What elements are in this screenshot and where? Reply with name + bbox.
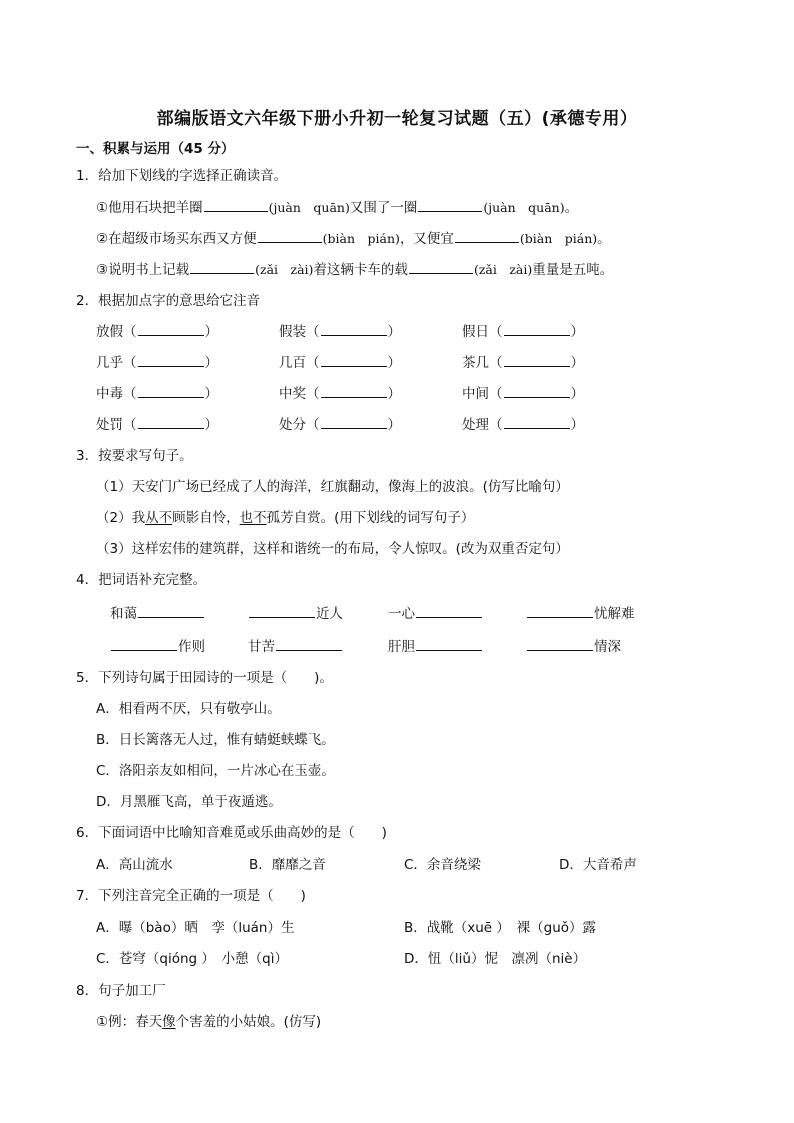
question-1-item: ①他用石块把羊圈 (juàn quān)又围了一圈 (juàn quān)。	[96, 197, 578, 218]
question-4-prompt: 4．把词语补充完整。	[76, 572, 207, 588]
answer-blank[interactable]	[138, 603, 204, 618]
idiom-cell: 和蔼	[110, 603, 205, 624]
option-c[interactable]: C．苍穹（qióng ） 小憩（qì）	[96, 951, 288, 967]
question-1-item: ③说明书上记载 (zǎi zài)着这辆卡车的载 (zǎi zài)重量是五吨。	[96, 259, 613, 280]
answer-blank[interactable]	[321, 321, 387, 336]
answer-blank[interactable]	[249, 603, 315, 618]
answer-blank[interactable]	[416, 603, 482, 618]
pinyin-cell: 中奖（ ）	[279, 383, 401, 404]
answer-blank[interactable]	[527, 636, 593, 651]
idiom-cell: 一心	[388, 603, 483, 624]
answer-blank[interactable]	[321, 414, 387, 429]
question-1-prompt: 1．给加下划线的字选择正确读音。	[76, 168, 288, 184]
pinyin-cell: 处理（ ）	[462, 414, 584, 435]
pinyin-cell: 假日（ ）	[462, 321, 584, 342]
answer-blank[interactable]	[504, 414, 570, 429]
question-8-prompt: 8．句子加工厂	[76, 983, 166, 999]
answer-blank[interactable]	[190, 259, 254, 274]
option-b[interactable]: B．日长篱落无人过，惟有蜻蜓蛱蝶飞。	[96, 732, 335, 748]
answer-blank[interactable]	[455, 228, 519, 243]
option-a[interactable]: A．相看两不厌，只有敬亭山。	[96, 701, 281, 717]
option-d[interactable]: D．忸（liǔ）怩 凛冽（niè）	[404, 951, 587, 967]
question-3-item: （2）我从不顾影自怜，也不孤芳自赏。(用下划线的词写句子）	[96, 510, 475, 526]
page-title: 部编版语文六年级下册小升初一轮复习试题（五）(承德专用）	[156, 109, 638, 129]
section-heading: 一、积累与运用（45 分）	[76, 141, 235, 157]
idiom-cell: 忧解难	[526, 603, 635, 624]
option-b[interactable]: B．战靴（xuē ） 裸（guǒ）露	[404, 920, 597, 936]
option-c[interactable]: C．余音绕梁	[404, 857, 481, 873]
option-a[interactable]: A．高山流水	[96, 857, 173, 873]
question-8-example: ①例：春天像个害羞的小姑娘。(仿写)	[96, 1014, 322, 1030]
question-6-prompt: 6．下面词语中比喻知音难觅或乐曲高妙的是（ )	[76, 825, 387, 841]
answer-blank[interactable]	[138, 414, 204, 429]
question-3-item: （1）天安门广场已经成了人的海洋，红旗翻动，像海上的波浪。(仿写比喻句）	[96, 479, 569, 495]
question-7-prompt: 7．下列注音完全正确的一项是（ )	[76, 888, 306, 904]
answer-blank[interactable]	[504, 321, 570, 336]
answer-blank[interactable]	[258, 228, 322, 243]
answer-blank[interactable]	[418, 197, 482, 212]
idiom-cell: 肝胆	[388, 636, 483, 657]
answer-blank[interactable]	[111, 636, 177, 651]
option-d[interactable]: D．月黑雁飞高，单于夜遁逃。	[96, 794, 282, 810]
answer-blank[interactable]	[138, 321, 204, 336]
question-2-prompt: 2．根据加点字的意思给它注音	[76, 293, 261, 309]
option-d[interactable]: D．大音希声	[559, 857, 637, 873]
pinyin-cell: 几乎（ ）	[96, 352, 218, 373]
pinyin-cell: 几百（ ）	[279, 352, 401, 373]
option-c[interactable]: C．洛阳亲友如相问，一片冰心在玉壶。	[96, 763, 335, 779]
question-5-prompt: 5．下列诗句属于田园诗的一项是（ )。	[76, 670, 333, 686]
answer-blank[interactable]	[321, 352, 387, 367]
answer-blank[interactable]	[409, 259, 473, 274]
pinyin-cell: 处罚（ ）	[96, 414, 218, 435]
idiom-cell: 近人	[248, 603, 343, 624]
pinyin-cell: 中毒（ ）	[96, 383, 218, 404]
idiom-cell: 甘苦	[248, 636, 343, 657]
question-1-item: ②在超级市场买东西又方便 (biàn pián)，又便宜 (biàn pián)。	[96, 228, 611, 249]
option-a[interactable]: A．曝（bào）晒 孪（luán）生	[96, 920, 295, 936]
idiom-cell: 作则	[110, 636, 205, 657]
option-b[interactable]: B．靡靡之音	[249, 857, 326, 873]
answer-blank[interactable]	[416, 636, 482, 651]
pinyin-cell: 处分（ ）	[279, 414, 401, 435]
answer-blank[interactable]	[204, 197, 268, 212]
answer-blank[interactable]	[321, 383, 387, 398]
answer-blank[interactable]	[276, 636, 342, 651]
answer-blank[interactable]	[504, 383, 570, 398]
question-3-item: （3）这样宏伟的建筑群，这样和谐统一的布局，令人惊叹。(改为双重否定句）	[96, 541, 569, 557]
answer-blank[interactable]	[504, 352, 570, 367]
answer-blank[interactable]	[138, 352, 204, 367]
pinyin-cell: 假装（ ）	[279, 321, 401, 342]
idiom-cell: 情深	[526, 636, 621, 657]
question-3-prompt: 3．按要求写句子。	[76, 448, 193, 464]
answer-blank[interactable]	[138, 383, 204, 398]
pinyin-cell: 放假（ ）	[96, 321, 218, 342]
answer-blank[interactable]	[527, 603, 593, 618]
pinyin-cell: 茶几（ ）	[462, 352, 584, 373]
pinyin-cell: 中间（ ）	[462, 383, 584, 404]
